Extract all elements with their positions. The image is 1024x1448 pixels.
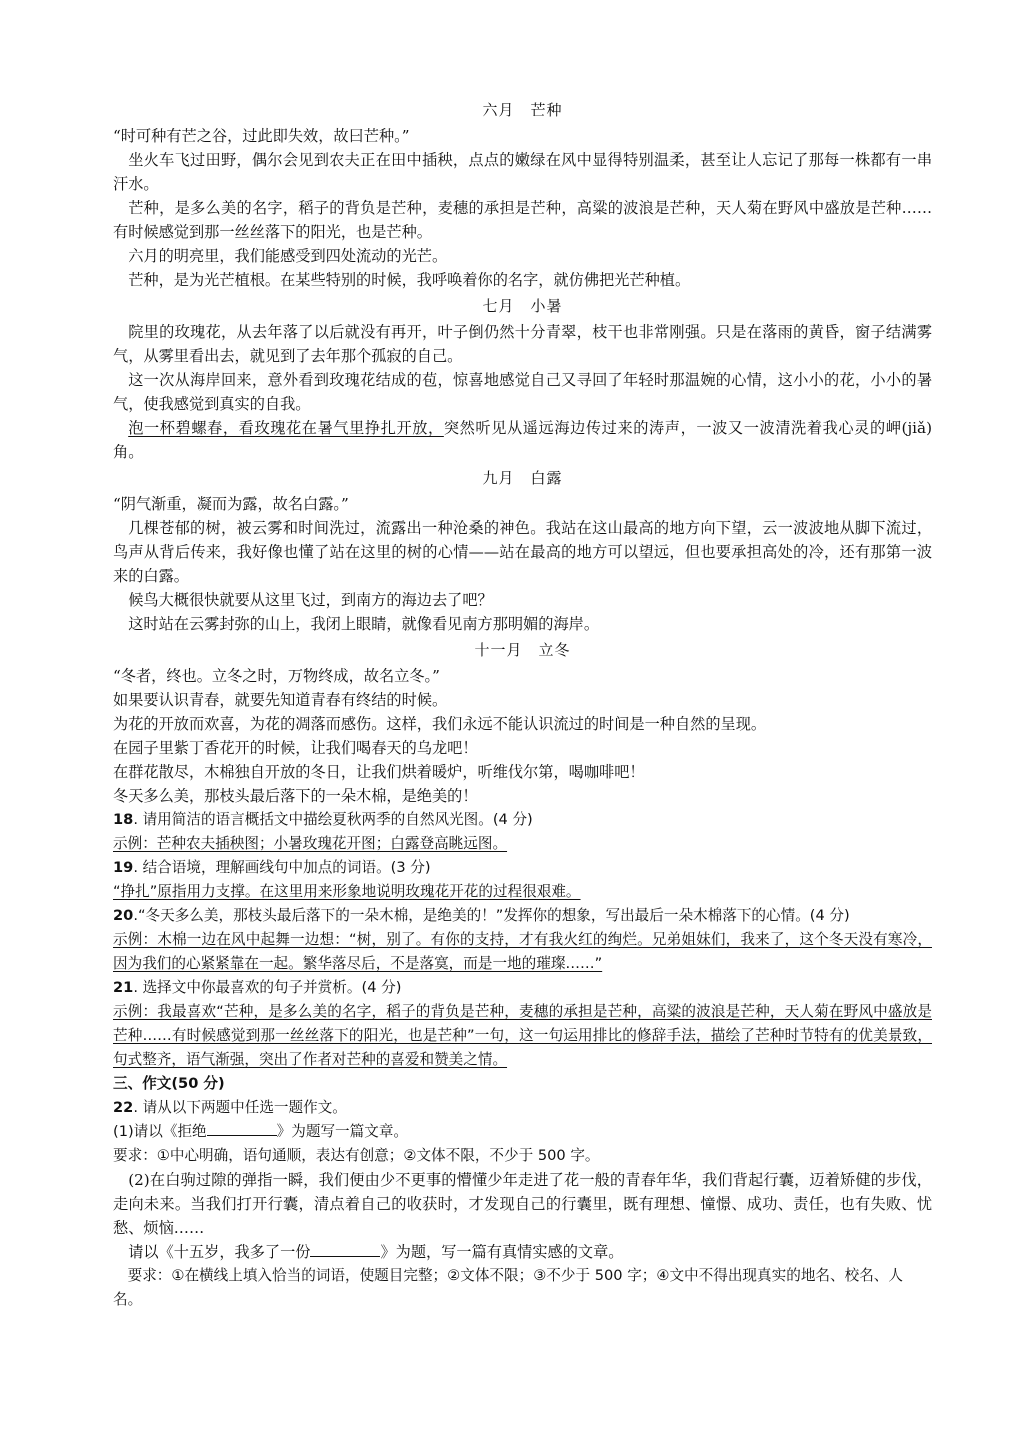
sentence-rest: 突然听见从遥远海边传过来的涛声，一波又一波清洗着我心灵的岬(jiǎ)角。	[113, 419, 932, 461]
topic-text: 请以《十五岁，我多了一份	[128, 1243, 311, 1261]
paragraph: 芒种，是为光芒植根。在某些特别的时候，我呼唤着你的名字，就仿佛把光芒种植。	[128, 271, 691, 289]
question-text: . 结合语境，理解画线句中加点的词语。(3 分)	[133, 859, 431, 876]
paragraph: “冬者，终也。立冬之时，万物终成，故名立冬。”	[113, 667, 440, 685]
section-title-november: 十一月 立冬	[474, 641, 571, 659]
paragraph: 冬天多么美，那枝头最后落下的一朵木棉，是绝美的！	[113, 787, 478, 805]
underlined-sentence: 泡一杯碧螺春，看玫瑰花在暑气里挣扎开放，	[128, 419, 444, 437]
essay-heading: 三、作文(50 分)	[113, 1075, 225, 1092]
question-19	[113, 856, 932, 880]
answer-text: 示例：我最喜欢“芒种，是多么美的名字，稻子的背负是芒种，麦穗的承担是芒种，高粱的波浪是芒种，天人菊在野风中盛放是芒种……有时候感觉到那一丝丝落下的阳光，也是芒种”一句，这一句运用排比的修辞手法，描绘了芒种时节特有的优美景致，句式整齐，语气渐强，突出了作者对芒种的喜爱和赞美之情。	[113, 1003, 932, 1068]
question-text: . 请用简洁的语言概括文中描绘夏秋两季的自然风光图。(4 分)	[133, 811, 533, 828]
topic-text: (1)请以《拒绝	[113, 1123, 207, 1140]
answer-21	[113, 1000, 932, 1072]
essay-topic-1	[113, 1120, 932, 1144]
answer-20	[113, 928, 932, 976]
paragraph: 坐火车飞过田野，偶尔会见到农夫正在田中插秧，点点的嫩绿在风中显得特别温柔，甚至让人忘记了那每一株都有一串汗水。	[113, 151, 932, 193]
essay-topic-2	[113, 1240, 932, 1264]
question-number: 21	[113, 979, 134, 996]
question-21	[113, 976, 932, 1000]
paragraph: 院里的玫瑰花，从去年落了以后就没有再开，叶子倒仍然十分青翠，枝干也非常刚强。只是在落雨的黄昏，窗子结满雾气，从雾里看出去，就见到了去年那个孤寂的自己。	[113, 323, 932, 365]
paragraph: 六月的明亮里，我们能感受到四处流动的光芒。	[128, 247, 448, 265]
question-text: .“冬天多么美，那枝头最后落下的一朵木棉，是绝美的！”发挥你的想象，写出最后一朵木棉落下的心情。(4 分)	[133, 907, 850, 924]
paragraph: “阴气渐重，凝而为露，故名白露。”	[113, 495, 349, 513]
paragraph: “时可种有芒之谷，过此即失效，故曰芒种。”	[113, 127, 410, 145]
paragraph: 候鸟大概很快就要从这里飞过，到南方的海边去了吧？	[128, 591, 493, 609]
section-title-july: 七月 小暑	[482, 297, 563, 315]
question-number: 19	[113, 859, 134, 876]
paragraph: 几棵苍郁的树，被云雾和时间洗过，流露出一种沧桑的神色。我站在这山最高的地方向下望，云一波波地从脚下流过，鸟声从背后传来，我好像也懂了站在这里的树的心情——站在最高的地方可以望远，但也要承担高处的冷，还有那第一波来的白露。	[113, 519, 932, 585]
paragraph: 在群花散尽，木棉独自开放的冬日，让我们烘着暖炉，听维伐尔第，喝咖啡吧！	[113, 763, 645, 781]
paragraph: 芒种，是多么美的名字，稻子的背负是芒种，麦穗的承担是芒种，高粱的波浪是芒种，天人菊在野风中盛放是芒种……有时候感觉到那一丝丝落下的阳光，也是芒种。	[113, 199, 932, 241]
question-text: . 选择文中你最喜欢的句子并赏析。(4 分)	[133, 979, 402, 996]
paragraph-underlined-sentence	[113, 416, 932, 464]
section-title-june: 六月 芒种	[482, 101, 563, 119]
section-title-september: 九月 白露	[482, 469, 563, 487]
essay-topic-1-requirements: 要求：①中心明确，语句通顺，表达有创意；②文体不限，不少于 500 字。	[113, 1147, 600, 1164]
answer-18	[113, 832, 932, 856]
paragraph: 这一次从海岸回来，意外看到玫瑰花结成的苞，惊喜地感觉自己又寻回了年轻时那温婉的心情，这小小的花，小小的暑气，使我感觉到真实的自我。	[113, 371, 932, 413]
question-22	[113, 1096, 932, 1120]
question-number: 22	[113, 1099, 134, 1116]
question-20	[113, 904, 932, 928]
paragraph: 这时站在云雾封弥的山上，我闭上眼睛，就像看见南方那明媚的海岸。	[128, 615, 599, 633]
answer-19	[113, 880, 932, 904]
answer-text: 示例：芒种农夫插秧图；小暑玫瑰花开图；白露登高眺远图。	[113, 835, 508, 852]
fill-blank[interactable]	[310, 1242, 380, 1257]
topic-text: 》为题写一篇文章。	[276, 1123, 409, 1140]
paragraph: 为花的开放而欢喜，为花的凋落而感伤。这样，我们永远不能认识流过的时间是一种自然的呈现。	[113, 715, 767, 733]
question-number: 20	[113, 907, 134, 924]
question-text: . 请从以下两题中任选一题作文。	[133, 1099, 347, 1116]
paragraph: 在园子里紫丁香花开的时候，让我们喝春天的乌龙吧！	[113, 739, 478, 757]
topic-text: 》为题，写一篇有真情实感的文章。	[380, 1243, 624, 1261]
essay-topic-2-intro: (2)在白驹过隙的弹指一瞬，我们便由少不更事的懵懂少年走进了花一般的青春年华，我们背起行囊，迈着矫健的步伐，走向未来。当我们打开行囊，清点着自己的收获时，才发现自己的行囊里，既有理想、憧憬、成功、责任，也有失败、忧愁、烦恼……	[113, 1171, 932, 1237]
essay-topic-2-requirements: 要求：①在横线上填入恰当的词语，使题目完整；②文体不限；③不少于 500 字；④文中不得出现真实的地名、校名、人名。	[113, 1267, 903, 1308]
answer-text: “挣扎”原指用力支撑。在这里用来形象地说明玫瑰花开花的过程很艰难。	[113, 883, 581, 900]
fill-blank[interactable]	[207, 1121, 277, 1136]
question-number: 18	[113, 811, 134, 828]
question-18	[113, 808, 932, 832]
answer-text: 示例：木棉一边在风中起舞一边想：“树，别了。有你的支持，才有我火红的绚烂。兄弟姐妹们，我来了，这个冬天没有寒冷，因为我们的心紧紧靠在一起。繁华落尽后，不是落寞，而是一地的璀璨……”	[113, 931, 932, 972]
paragraph: 如果要认识青春，就要先知道青春有终结的时候。	[113, 691, 448, 709]
